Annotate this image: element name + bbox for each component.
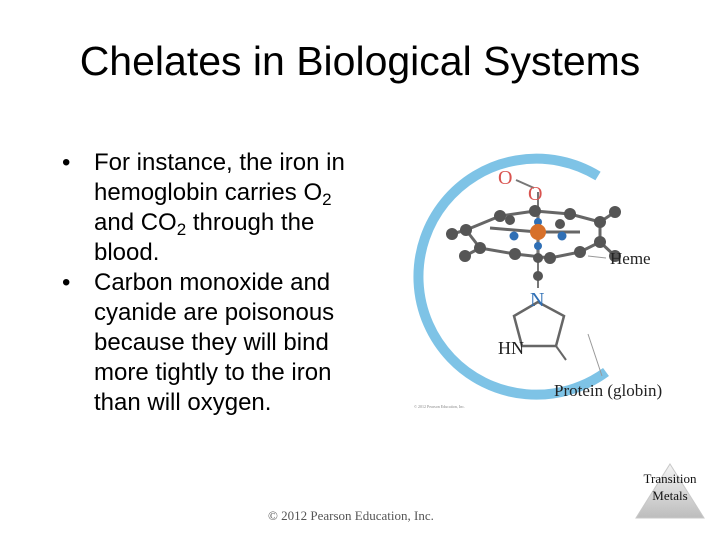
section-tag-line2: Metals xyxy=(652,488,688,503)
bullet-text: through the blood. xyxy=(94,209,315,266)
histidine-link xyxy=(556,346,566,360)
copyright-notice: © 2012 Pearson Education, Inc. xyxy=(268,508,434,523)
protein-leader-line xyxy=(588,334,602,376)
section-tag xyxy=(630,470,710,504)
heme-leader-line xyxy=(588,256,606,258)
hn-label: HN xyxy=(498,338,524,358)
iron-atom xyxy=(530,224,546,240)
protein-globin-label: Protein (globin) xyxy=(554,381,663,400)
figure-fine-print: © 2012 Pearson Education, Inc. xyxy=(414,404,466,409)
bullet-marker: • xyxy=(62,269,71,296)
bullet-text: For instance, the iron in hemoglobin carries O xyxy=(94,149,345,206)
protein-arc xyxy=(418,159,606,395)
oxygen-label-outer: O xyxy=(498,167,513,189)
section-tag-line1: Transition xyxy=(643,471,697,486)
bullet-item xyxy=(62,268,362,418)
subscript: 2 xyxy=(322,190,332,209)
bullet-text: Carbon monoxide and cyanide are poisonous because they will bind more tightly to the iron than will oxygen. xyxy=(94,269,335,416)
bullet-list xyxy=(62,148,362,418)
hemoglobin-figure xyxy=(410,148,700,418)
bullet-text: and CO xyxy=(94,209,177,236)
bullet-item xyxy=(62,148,362,268)
carbon-atoms xyxy=(446,205,621,281)
bullet-marker: • xyxy=(62,149,71,176)
slide-title: Chelates in Biological Systems xyxy=(79,38,641,84)
heme-label: Heme xyxy=(610,249,651,268)
nitrogen-label: N xyxy=(530,289,545,311)
oxygen-label-inner: O xyxy=(528,183,543,205)
subscript: 2 xyxy=(176,220,187,239)
